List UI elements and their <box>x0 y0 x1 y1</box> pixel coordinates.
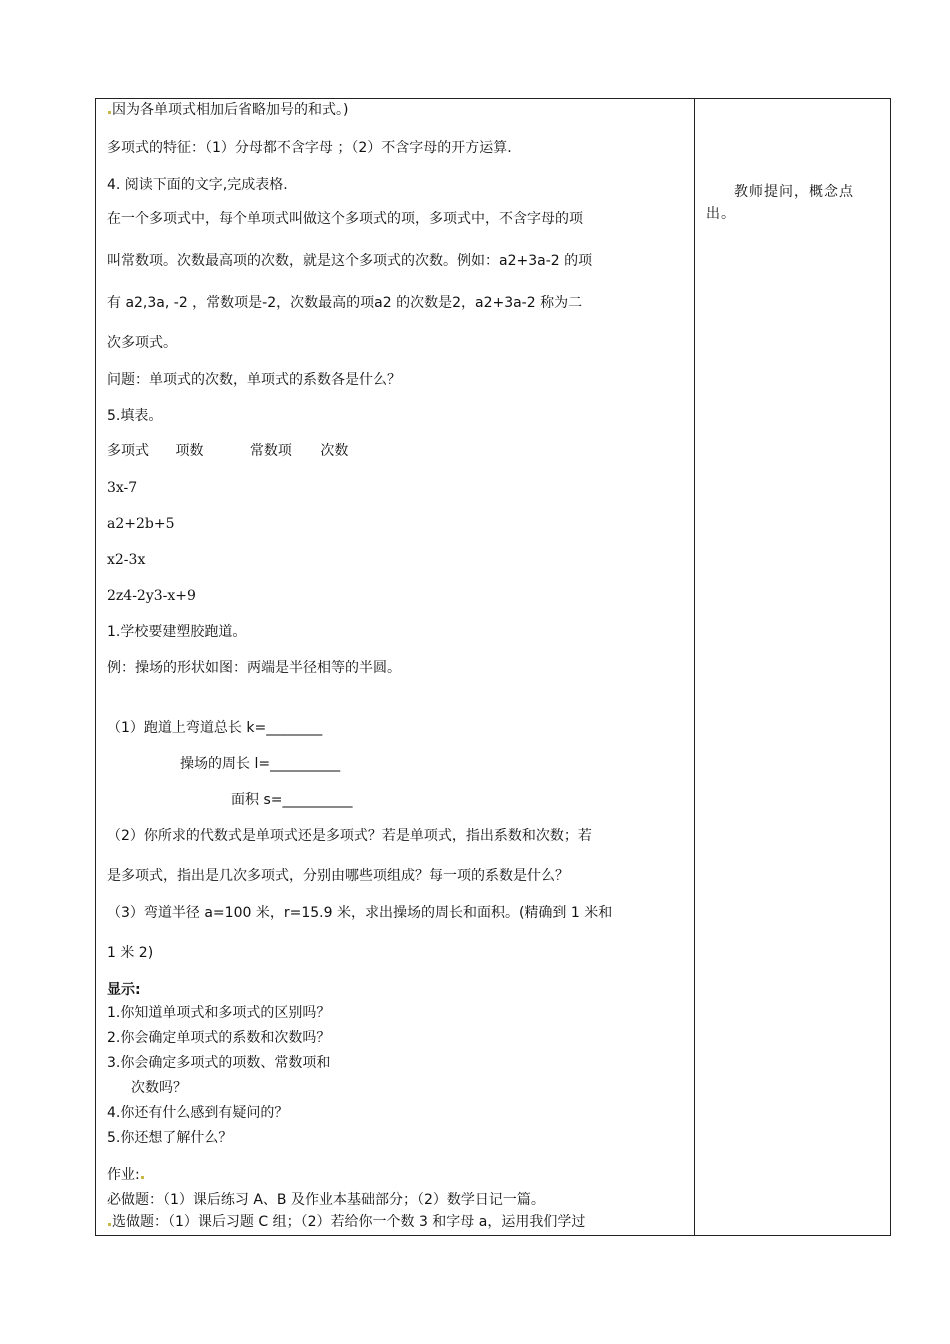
table-row: x2-3x <box>107 552 146 568</box>
question-3: 1 米 2) <box>107 945 154 961</box>
question-1: （1）跑道上弯道总长 k=________ <box>107 720 323 736</box>
header-constant: 常数项 <box>249 443 292 459</box>
display-item: 5.你还想了解什么？ <box>107 1130 233 1146</box>
display-item: 2.你会确定单项式的系数和次数吗？ <box>107 1030 331 1046</box>
teacher-note: 教师提问，概念点出。 <box>706 184 854 222</box>
homework-required: 必做题：（1）课后练习 A、B 及作业本基础部分；（2）数学日记一篇。 <box>107 1192 545 1208</box>
marker-dot <box>108 1223 111 1226</box>
text-line: 因为各单项式相加后省略加号的和式。) <box>107 101 348 119</box>
display-item: 1.你知道单项式和多项式的区别吗？ <box>107 1005 331 1021</box>
text-line: 次多项式。 <box>107 335 177 351</box>
question-1-area: 面积 s=__________ <box>231 792 353 808</box>
example-line: 例：操场的形状如图：两端是半径相等的半圆。 <box>107 660 401 676</box>
text-line: 有 a2,3a, -2 ，常数项是-2，次数最高的项a2 的次数是2，a2+3a-2 称为二 <box>107 295 583 311</box>
display-item: 3.你会确定多项式的项数、常数项和 <box>107 1055 331 1071</box>
text-line: 问题：单项式的次数，单项式的系数各是什么？ <box>107 372 401 388</box>
display-item: 4.你还有什么感到有疑问的？ <box>107 1105 289 1121</box>
text-line: 5.填表。 <box>107 408 163 424</box>
display-title: 显示: <box>107 982 141 998</box>
homework-title: 作业: <box>107 1166 145 1184</box>
table-header <box>107 442 348 460</box>
marker-dot <box>141 1176 144 1179</box>
table-row: 3x-7 <box>107 480 138 496</box>
table-row: 2z4-2y3-x+9 <box>107 588 196 604</box>
text-line: 叫常数项。次数最高项的次数，就是这个多项式的次数。例如：a2+3a-2 的项 <box>107 253 593 269</box>
text-line: 在一个多项式中，每个单项式叫做这个多项式的项，多项式中，不含字母的项 <box>107 211 583 227</box>
column-divider <box>694 99 695 1235</box>
table-row: a2+2b+5 <box>107 516 175 532</box>
example-line: 1.学校要建塑胶跑道。 <box>107 624 247 640</box>
header-term-count: 项数 <box>175 443 204 459</box>
display-item: 次数吗？ <box>131 1080 187 1096</box>
header-degree: 次数 <box>320 443 349 459</box>
header-polynomial: 多项式 <box>107 443 149 459</box>
lesson-table <box>95 98 891 1236</box>
question-1-perimeter: 操场的周长 l=__________ <box>180 756 341 772</box>
homework-optional: 选做题：（1）课后习题 C 组；（2）若给你一个数 3 和字母 a，运用我们学过 <box>107 1213 585 1231</box>
question-2: （2）你所求的代数式是单项式还是多项式？若是单项式，指出系数和次数；若 <box>107 828 592 844</box>
marker-dot <box>108 111 111 114</box>
text-line: 4. 阅读下面的文字,完成表格. <box>107 177 288 193</box>
question-2: 是多项式，指出是几次多项式，分别由哪些项组成？每一项的系数是什么？ <box>107 868 569 884</box>
question-3: （3）弯道半径 a=100 米，r=15.9 米，求出操场的周长和面积。(精确到 1 米和 <box>107 905 613 921</box>
text-line: 多项式的特征：（1）分母都不含字母 ；（2）不含字母的开方运算. <box>107 140 512 156</box>
